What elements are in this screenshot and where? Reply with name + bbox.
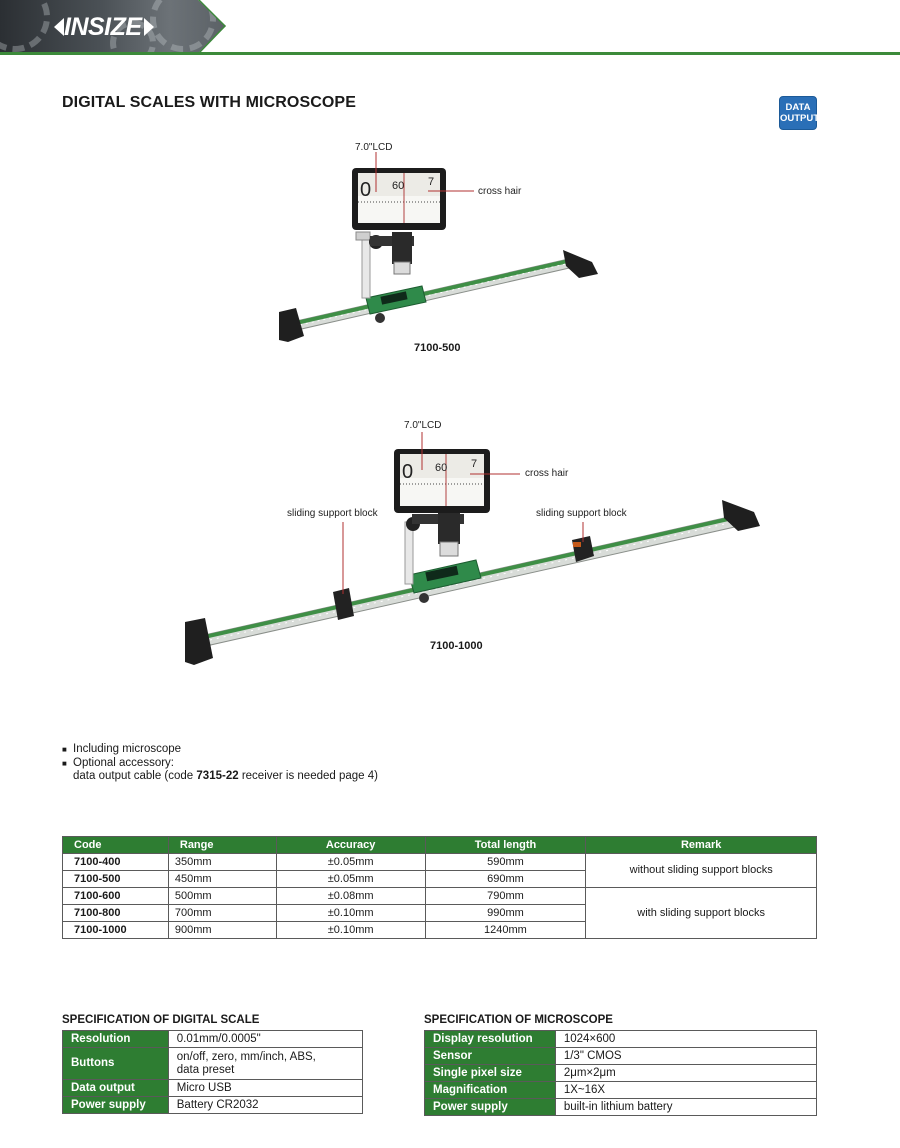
cell-code: 7100-600 [63,888,169,905]
cell-accuracy: ±0.08mm [276,888,425,905]
badge-line-1: DATA [785,102,811,113]
cell-code: 7100-800 [63,905,169,922]
header-total-length: Total length [425,837,586,854]
table-header-row [63,837,817,854]
spec-value-line1: on/off, zero, mm/inch, ABS, [176,1050,316,1063]
spec-key: Power supply [425,1099,556,1116]
callout-lcd-1: 7.0"LCD [355,142,393,153]
table-row [63,888,817,905]
product-image-7100-1000 [185,432,760,665]
spec-key: Sensor [425,1048,556,1065]
table-row [63,1097,363,1114]
cell-range: 350mm [168,854,276,871]
spec-value: 1024×600 [555,1031,816,1048]
table-row [425,1048,817,1065]
spec-value: built-in lithium battery [555,1099,816,1116]
cell-accuracy: ±0.05mm [276,871,425,888]
callout-lcd-2: 7.0"LCD [404,420,442,431]
list-item-text: Optional accessory: [73,756,174,769]
spec-value [168,1048,362,1080]
callout-support-left: sliding support block [287,508,378,519]
product-image-7100-500 [279,152,598,342]
spec-value: Battery CR2032 [168,1097,362,1114]
spec-scale-title: SPECIFICATION OF DIGITAL SCALE [62,1014,260,1026]
spec-value: Micro USB [168,1080,362,1097]
spec-value: 0.01mm/0.0005" [168,1031,362,1048]
cell-length: 1240mm [425,922,586,939]
cell-accuracy: ±0.05mm [276,854,425,871]
spec-key: Display resolution [425,1031,556,1048]
table-row [63,1048,363,1080]
logo-text: INSIZE [64,13,142,41]
list-item [62,757,378,771]
header-accuracy: Accuracy [276,837,425,854]
spec-value: 1/3" CMOS [555,1048,816,1065]
cell-length: 590mm [425,854,586,871]
spec-value-line2: data preset [176,1063,235,1076]
table-row [63,854,817,871]
cell-length: 990mm [425,905,586,922]
spec-key: Single pixel size [425,1065,556,1082]
spec-value: 2μm×2μm [555,1065,816,1082]
header-code: Code [63,837,169,854]
bullet-square-icon: ■ [62,745,67,754]
spec-micro-table [424,1030,817,1116]
list-item-continuation [62,770,378,784]
spec-key: Buttons [63,1048,169,1080]
models-table [62,836,817,939]
table-row [425,1065,817,1082]
cell-code: 7100-1000 [63,922,169,939]
cell-range: 500mm [168,888,276,905]
callout-crosshair-1: cross hair [478,186,522,197]
cell-length: 790mm [425,888,586,905]
table-row [63,1080,363,1097]
cell-range: 450mm [168,871,276,888]
table-row [425,1031,817,1048]
spec-key: Power supply [63,1097,169,1114]
header-range: Range [168,837,276,854]
list-item [62,743,378,757]
spec-key: Resolution [63,1031,169,1048]
page-title: DIGITAL SCALES WITH MICROSCOPE [62,94,356,111]
table-row [63,1031,363,1048]
cell-length: 690mm [425,871,586,888]
lcd-digit-mid: 60 [392,180,405,192]
cell-code: 7100-500 [63,871,169,888]
lcd-digit-left: 0 [360,179,372,201]
spec-key: Data output [63,1080,169,1097]
lcd2-digit-left: 0 [402,461,414,483]
table-row [425,1082,817,1099]
accessory-code: 7315-22 [196,770,239,782]
spec-value: 1X~16X [555,1082,816,1099]
table-row [425,1099,817,1116]
cell-remark: without sliding support blocks [586,854,817,888]
callout-crosshair-2: cross hair [525,468,569,479]
callout-support-right: sliding support block [536,508,627,519]
accessory-text-post: receiver is needed page 4) [238,770,378,782]
bullet-square-icon: ■ [62,758,67,768]
cell-range: 700mm [168,905,276,922]
lcd-digit-right: 7 [428,176,435,188]
accessory-text-pre: data output cable (code [73,770,197,782]
lcd2-digit-right: 7 [471,458,478,470]
model-label-7100-1000: 7100-1000 [430,640,483,652]
badge-line-2: OUTPUT [780,113,820,124]
cell-accuracy: ±0.10mm [276,905,425,922]
cell-code: 7100-400 [63,854,169,871]
cell-accuracy: ±0.10mm [276,922,425,939]
list-item-text: Including microscope [73,743,182,755]
header-remark: Remark [586,837,817,854]
model-label-7100-500: 7100-500 [414,342,461,354]
lcd2-digit-mid: 60 [435,462,448,474]
spec-scale-table [62,1030,363,1114]
spec-key: Magnification [425,1082,556,1099]
cell-range: 900mm [168,922,276,939]
cell-remark: with sliding support blocks [586,888,817,939]
spec-micro-title: SPECIFICATION OF MICROSCOPE [424,1014,613,1026]
feature-list [62,743,378,784]
